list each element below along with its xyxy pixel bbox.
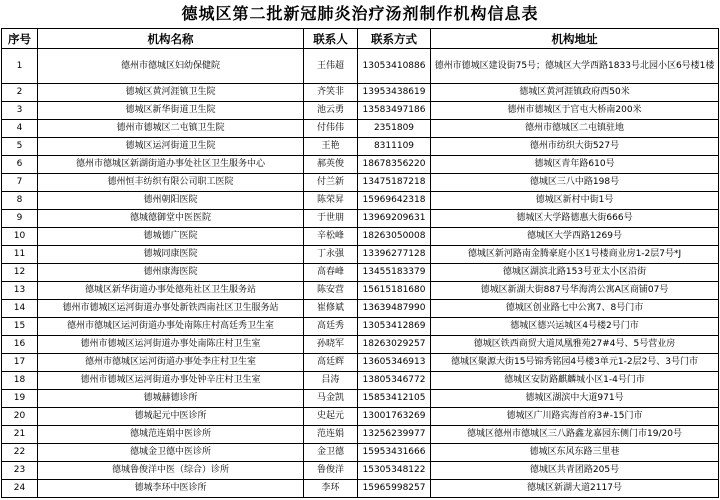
cell-address: 德城区共青团路205号 bbox=[431, 462, 719, 480]
cell-phone: 13475187218 bbox=[358, 174, 431, 192]
cell-index: 18 bbox=[2, 372, 38, 390]
header-contact: 联系人 bbox=[304, 29, 358, 49]
cell-contact: 池云勇 bbox=[304, 102, 358, 120]
cell-phone: 13053410886 bbox=[358, 49, 431, 84]
cell-name: 德城鲁俊洋中医（综合）诊所 bbox=[38, 462, 304, 480]
cell-contact: 高廷秀 bbox=[304, 318, 358, 336]
cell-name: 德州市德城区新湖街道办事处社区卫生服务中心 bbox=[38, 156, 304, 174]
cell-contact: 马金凯 bbox=[304, 390, 358, 408]
table-row bbox=[2, 390, 719, 408]
cell-index: 2 bbox=[2, 84, 38, 102]
table-row bbox=[2, 49, 719, 84]
cell-address: 德城区大学西路1269号 bbox=[431, 228, 719, 246]
cell-contact: 丁永强 bbox=[304, 246, 358, 264]
header-address: 机构地址 bbox=[431, 29, 719, 49]
cell-contact: 李环 bbox=[304, 480, 358, 498]
cell-phone: 13953438619 bbox=[358, 84, 431, 102]
cell-phone: 8311109 bbox=[358, 138, 431, 156]
cell-name: 德城同康医院 bbox=[38, 246, 304, 264]
table-row bbox=[2, 138, 719, 156]
table-row bbox=[2, 300, 719, 318]
cell-phone: 15853412105 bbox=[358, 390, 431, 408]
cell-phone: 13639487990 bbox=[358, 300, 431, 318]
cell-name: 德州市德城区运河街道办事处钟辛庄村卫生室 bbox=[38, 372, 304, 390]
table-row bbox=[2, 372, 719, 390]
cell-index: 20 bbox=[2, 408, 38, 426]
cell-contact: 齐笑非 bbox=[304, 84, 358, 102]
table-row bbox=[2, 462, 719, 480]
cell-phone: 13969209631 bbox=[358, 210, 431, 228]
cell-address: 德城区青年路610号 bbox=[431, 156, 719, 174]
cell-address: 德城区德兴运城区4号楼2号门市 bbox=[431, 318, 719, 336]
cell-phone: 18263050008 bbox=[358, 228, 431, 246]
cell-address: 德州市德城区二屯镇驻地 bbox=[431, 120, 719, 138]
cell-address: 德城区湖滨中大道971号 bbox=[431, 390, 719, 408]
cell-index: 8 bbox=[2, 192, 38, 210]
cell-contact: 付兰新 bbox=[304, 174, 358, 192]
cell-phone: 15305348122 bbox=[358, 462, 431, 480]
cell-address: 德州市德城区建设街75号；德城区大学西路1833号北园小区6号楼1楼 bbox=[431, 49, 719, 84]
cell-contact: 辛松峰 bbox=[304, 228, 358, 246]
cell-contact: 王艳 bbox=[304, 138, 358, 156]
cell-index: 15 bbox=[2, 318, 38, 336]
cell-phone: 18678356220 bbox=[358, 156, 431, 174]
cell-address: 德城区铁西商贸大道凤凰雅苑27#4号、5号营业房 bbox=[431, 336, 719, 354]
cell-contact: 崔修斌 bbox=[304, 300, 358, 318]
cell-phone: 13583497186 bbox=[358, 102, 431, 120]
cell-phone: 15965998257 bbox=[358, 480, 431, 498]
table-row bbox=[2, 174, 719, 192]
cell-name: 德城德御堂中医医院 bbox=[38, 210, 304, 228]
cell-phone: 13001763269 bbox=[358, 408, 431, 426]
table-row bbox=[2, 210, 719, 228]
table-row bbox=[2, 354, 719, 372]
header-index: 序号 bbox=[2, 29, 38, 49]
cell-index: 17 bbox=[2, 354, 38, 372]
cell-index: 16 bbox=[2, 336, 38, 354]
cell-index: 22 bbox=[2, 444, 38, 462]
table-row bbox=[2, 120, 719, 138]
cell-address: 德城区东风东路三里巷 bbox=[431, 444, 719, 462]
cell-name: 德州康海医院 bbox=[38, 264, 304, 282]
cell-index: 13 bbox=[2, 282, 38, 300]
table-row bbox=[2, 480, 719, 498]
cell-address: 德城区湖滨北路153号亚太小区沿街 bbox=[431, 264, 719, 282]
cell-index: 11 bbox=[2, 246, 38, 264]
cell-address: 德城区广川路宾海首府3#-15门市 bbox=[431, 408, 719, 426]
cell-index: 23 bbox=[2, 462, 38, 480]
cell-address: 德州市纺织大街527号 bbox=[431, 138, 719, 156]
cell-address: 德城区新河路南金腾豪庭小区1号楼商业房1-2层7号*J bbox=[431, 246, 719, 264]
cell-phone: 13053412869 bbox=[358, 318, 431, 336]
cell-name: 德州市德城区运河街道办事处新铁西南社区卫生服务站 bbox=[38, 300, 304, 318]
cell-index: 5 bbox=[2, 138, 38, 156]
cell-index: 6 bbox=[2, 156, 38, 174]
cell-phone: 2351809 bbox=[358, 120, 431, 138]
cell-contact: 郝英俊 bbox=[304, 156, 358, 174]
cell-contact: 陈安营 bbox=[304, 282, 358, 300]
cell-index: 19 bbox=[2, 390, 38, 408]
cell-contact: 陈荣昇 bbox=[304, 192, 358, 210]
cell-contact: 付伟伟 bbox=[304, 120, 358, 138]
cell-name: 德城区新华街道卫生院 bbox=[38, 102, 304, 120]
cell-contact: 于世朋 bbox=[304, 210, 358, 228]
cell-name: 德州市德城区运河街道办事处南陈庄村卫生室 bbox=[38, 336, 304, 354]
cell-address: 德城区德州市德城区三八路鑫龙嘉园东侧门市19/20号 bbox=[431, 426, 719, 444]
cell-name: 德城区新华街道办事处德苑社区卫生服务站 bbox=[38, 282, 304, 300]
cell-name: 德城起元中医诊所 bbox=[38, 408, 304, 426]
cell-phone: 15969642318 bbox=[358, 192, 431, 210]
cell-name: 德州朝阳医院 bbox=[38, 192, 304, 210]
table-row bbox=[2, 282, 719, 300]
table-header-row bbox=[2, 29, 719, 49]
table-row bbox=[2, 228, 719, 246]
table-row bbox=[2, 408, 719, 426]
cell-index: 10 bbox=[2, 228, 38, 246]
cell-contact: 金卫德 bbox=[304, 444, 358, 462]
cell-index: 21 bbox=[2, 426, 38, 444]
cell-name: 德城区运河街道卫生院 bbox=[38, 138, 304, 156]
cell-name: 德州市德城区运河街道办事处南陈庄村高廷秀卫生室 bbox=[38, 318, 304, 336]
cell-address: 德城区黄河涯镇政府西50米 bbox=[431, 84, 719, 102]
table-row bbox=[2, 192, 719, 210]
cell-phone: 13455183379 bbox=[358, 264, 431, 282]
cell-phone: 13256239977 bbox=[358, 426, 431, 444]
cell-address: 德州市德城区于官屯大桥南200米 bbox=[431, 102, 719, 120]
institution-table bbox=[1, 28, 719, 498]
cell-contact: 王伟超 bbox=[304, 49, 358, 84]
cell-address: 德城区聚源大街15号锦秀铭园4号楼3单元1-2层2号、3号门市 bbox=[431, 354, 719, 372]
table-row bbox=[2, 318, 719, 336]
cell-contact: 孙晓军 bbox=[304, 336, 358, 354]
table-row bbox=[2, 246, 719, 264]
table-row bbox=[2, 426, 719, 444]
header-phone: 联系方式 bbox=[358, 29, 431, 49]
table-row bbox=[2, 444, 719, 462]
cell-phone: 13396277128 bbox=[358, 246, 431, 264]
cell-contact: 高春峰 bbox=[304, 264, 358, 282]
cell-index: 14 bbox=[2, 300, 38, 318]
cell-name: 德州恒丰纺织有限公司职工医院 bbox=[38, 174, 304, 192]
cell-contact: 高廷辉 bbox=[304, 354, 358, 372]
cell-phone: 18263029257 bbox=[358, 336, 431, 354]
cell-contact: 范连娟 bbox=[304, 426, 358, 444]
table-row bbox=[2, 102, 719, 120]
table-row bbox=[2, 264, 719, 282]
cell-contact: 史起元 bbox=[304, 408, 358, 426]
table-row bbox=[2, 336, 719, 354]
cell-index: 12 bbox=[2, 264, 38, 282]
cell-name: 德州市德城区二屯镇卫生院 bbox=[38, 120, 304, 138]
cell-address: 德城区大学路德惠大街666号 bbox=[431, 210, 719, 228]
cell-index: 7 bbox=[2, 174, 38, 192]
cell-address: 德城区安防路麒麟城小区1-4号门市 bbox=[431, 372, 719, 390]
cell-index: 9 bbox=[2, 210, 38, 228]
header-name: 机构名称 bbox=[38, 29, 304, 49]
table-row bbox=[2, 84, 719, 102]
cell-name: 德城区黄河涯镇卫生院 bbox=[38, 84, 304, 102]
cell-name: 德城赫德诊所 bbox=[38, 390, 304, 408]
cell-index: 3 bbox=[2, 102, 38, 120]
cell-name: 德城范连娟中医诊所 bbox=[38, 426, 304, 444]
table-body bbox=[2, 49, 719, 498]
cell-name: 德城李环中医诊所 bbox=[38, 480, 304, 498]
table-row bbox=[2, 156, 719, 174]
cell-address: 德城区三八中路198号 bbox=[431, 174, 719, 192]
cell-name: 德州市德城区妇幼保健院 bbox=[38, 49, 304, 84]
cell-phone: 13605346913 bbox=[358, 354, 431, 372]
cell-phone: 15953431666 bbox=[358, 444, 431, 462]
cell-phone: 13805346772 bbox=[358, 372, 431, 390]
cell-index: 24 bbox=[2, 480, 38, 498]
cell-phone: 15615181680 bbox=[358, 282, 431, 300]
cell-address: 德城区新村中街1号 bbox=[431, 192, 719, 210]
cell-contact: 吕涛 bbox=[304, 372, 358, 390]
cell-name: 德城德广医院 bbox=[38, 228, 304, 246]
cell-name: 德州市德城区运河街道办事处李庄村卫生室 bbox=[38, 354, 304, 372]
document-title: 德城区第二批新冠肺炎治疗汤剂制作机构信息表 bbox=[181, 4, 539, 23]
cell-name: 德城金卫德中医诊所 bbox=[38, 444, 304, 462]
cell-address: 德城区新湖大街887号华海湾公寓A区商铺07号 bbox=[431, 282, 719, 300]
cell-address: 德城区创业路七中公寓7、8号门市 bbox=[431, 300, 719, 318]
cell-index: 4 bbox=[2, 120, 38, 138]
cell-contact: 鲁俊洋 bbox=[304, 462, 358, 480]
cell-address: 德城区新湖大道2117号 bbox=[431, 480, 719, 498]
cell-index: 1 bbox=[2, 49, 38, 84]
